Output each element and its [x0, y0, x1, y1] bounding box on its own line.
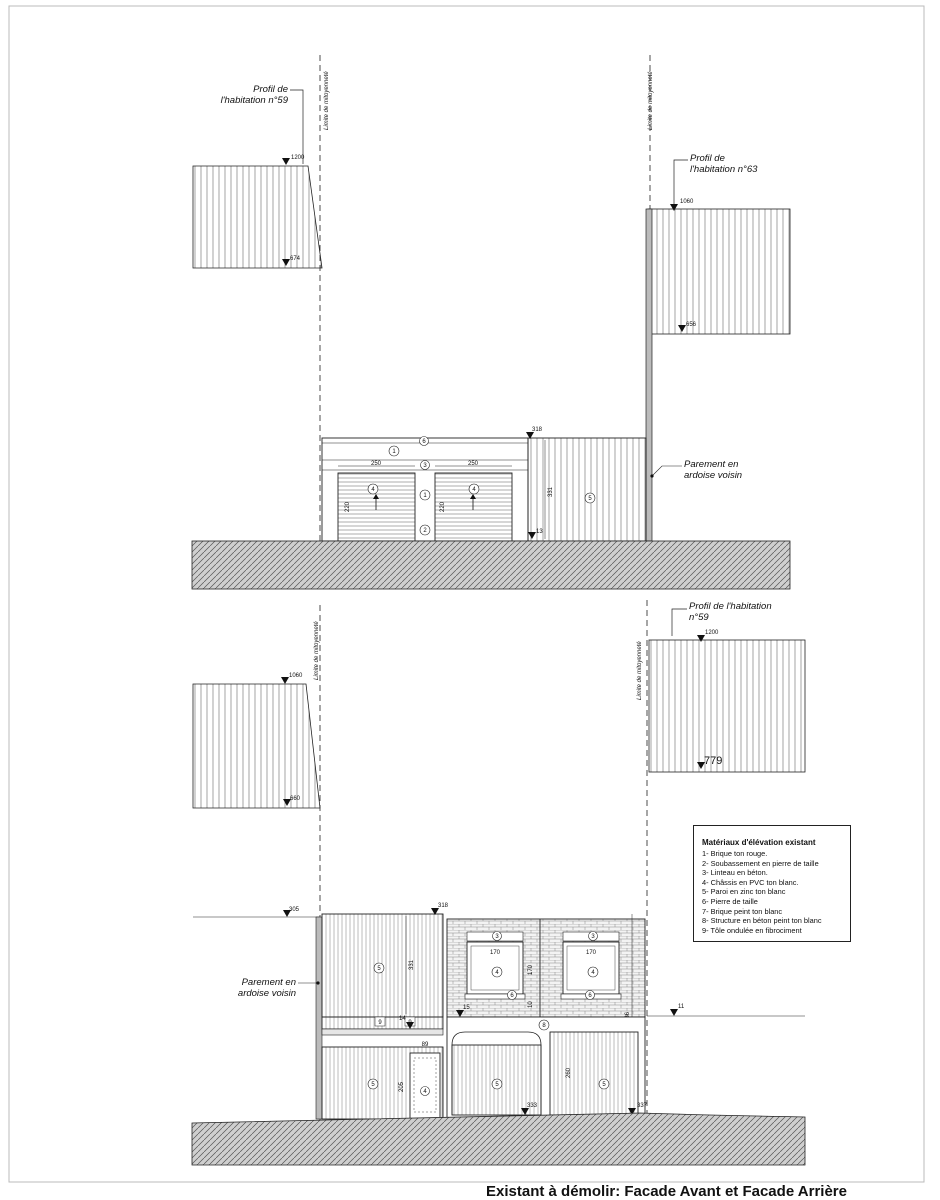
level-mid-2: 15 — [463, 1005, 470, 1011]
dim-window-h: 170 — [528, 964, 534, 975]
dim-garage-h: 260 — [566, 1067, 572, 1078]
mark-3a: 3 — [495, 934, 499, 940]
dim-small: 10 — [528, 1001, 534, 1008]
mark-1a: 1 — [392, 449, 396, 455]
level-left-wall: 305 — [289, 907, 300, 913]
legend-item: 6- Pierre de taille — [702, 896, 758, 906]
cladding-leader-dot-2 — [316, 981, 319, 984]
neighbour-profile-left — [193, 166, 322, 268]
mark-9a: 9 — [378, 1020, 382, 1026]
dim-wall-height-2: 331 — [409, 959, 415, 970]
level-marker-left-top — [282, 158, 290, 165]
dim-door-height-1: 220 — [345, 501, 351, 512]
cladding-leader-dot — [650, 474, 653, 477]
mark-4b: 4 — [472, 487, 476, 493]
profile-right-label-2: l'habitation n°63 — [690, 164, 758, 175]
level-left-top: 1200 — [291, 155, 305, 161]
party-wall-label-left-2: Limite de mitoyenneté — [314, 621, 320, 680]
legend-item: 5- Paroi en zinc ton blanc — [702, 887, 786, 897]
level-right-bottom-2: 779 — [704, 755, 723, 767]
neighbour-profile-left-2 — [193, 684, 320, 808]
mark-8: 8 — [542, 1023, 546, 1029]
zinc-side-wall — [528, 438, 646, 541]
ground-hatch-bottom — [192, 1113, 805, 1165]
level-left-bottom: 674 — [290, 256, 301, 262]
neighbour-profile-right — [648, 209, 790, 334]
slate-cladding-right — [646, 209, 652, 541]
cladding-label-1: Parement en — [684, 459, 739, 470]
mark-4b-2: 4 — [591, 970, 595, 976]
dim-door-height: 205 — [399, 1081, 405, 1092]
mark-3b: 3 — [591, 934, 595, 940]
mark-4a: 4 — [371, 487, 375, 493]
mark-5c: 5 — [495, 1082, 499, 1088]
mark-6b: 6 — [588, 993, 592, 999]
legend-item: 4- Châssis en PVC ton blanc. — [702, 877, 799, 887]
garage-door-4 — [550, 1032, 638, 1115]
legend-item: 8- Structure en béton peint ton blanc — [702, 916, 822, 926]
level-ground: 13 — [536, 529, 543, 535]
mark-5d: 5 — [602, 1082, 606, 1088]
dim-door-height-2: 220 — [440, 501, 446, 512]
level-right-top-2: 1200 — [705, 630, 719, 636]
canopy-beam — [322, 1029, 443, 1035]
dim-window-2: 170 — [585, 950, 597, 956]
legend-item: 7- Brique peint ton blanc — [702, 906, 783, 916]
mark-5: 5 — [588, 496, 592, 502]
dim-door-width-2: 250 — [467, 461, 479, 467]
top-elevation — [192, 55, 790, 589]
ground-hatch-top — [192, 541, 790, 589]
mark-3: 3 — [423, 463, 427, 469]
level-marker-left-top-2 — [281, 677, 289, 684]
materials-legend — [693, 825, 851, 942]
level-right-mid: 11 — [678, 1004, 685, 1010]
level-roof-2: 318 — [438, 903, 449, 909]
neighbour-profile-right-2 — [649, 640, 805, 772]
legend-item: 1- Brique ton rouge. — [702, 849, 768, 858]
level-marker-right-mid — [670, 1009, 678, 1016]
party-wall-label-right-2: Limite de mitoyenneté — [637, 641, 643, 700]
garage-door-2 — [435, 473, 512, 541]
profile-right-label-2b: n°59 — [689, 612, 709, 623]
mark-1b: 1 — [423, 493, 427, 499]
profile-left-label-2: l'habitation n°59 — [220, 95, 288, 106]
level-left-bottom-2: 660 — [290, 796, 301, 802]
profile-right-label-2a: Profil de l'habitation — [689, 601, 772, 612]
level-mid-1: 14 — [399, 1016, 406, 1022]
cladding-label-2: ardoise voisin — [684, 470, 743, 481]
profile-left-label-1: Profil de — [253, 84, 288, 95]
legend-title: Matériaux d'élévation existant — [702, 838, 816, 847]
profile-left-leader — [290, 90, 303, 164]
mark-2: 2 — [423, 528, 427, 534]
profile-right-leader-2 — [672, 609, 687, 636]
level-right-top: 1060 — [680, 199, 694, 205]
entrance-door — [410, 1053, 440, 1119]
level-roof: 318 — [532, 427, 543, 433]
level-left-top-2: 1060 — [289, 673, 303, 679]
dim-door-width: 89 — [421, 1042, 429, 1048]
sheet-caption: Existant à démolir: Facade Avant et Facade Arrière — [486, 1183, 847, 1200]
mark-4a-2: 4 — [495, 970, 499, 976]
cladding-label-2b: ardoise voisin — [237, 988, 296, 999]
dim-door-width-1: 250 — [370, 461, 382, 467]
party-wall-label-right: Limite de mitoyenneté — [648, 71, 654, 130]
level-ground-2: 337 — [637, 1103, 648, 1109]
level-ground-1: 333 — [527, 1103, 538, 1109]
dim-wall-height: 331 — [548, 486, 554, 497]
mark-6a: 6 — [510, 993, 514, 999]
profile-right-label-1: Profil de — [690, 153, 725, 164]
cladding-label-2a: Parement en — [241, 977, 296, 988]
slate-cladding-left — [316, 917, 322, 1119]
cladding-leader — [652, 466, 682, 476]
dim-window-1: 170 — [489, 950, 501, 956]
mark-4c: 4 — [423, 1089, 427, 1095]
legend-item: 2- Soubassement en pierre de taille — [702, 858, 819, 868]
mark-5a: 5 — [377, 966, 381, 972]
party-wall-label-left: Limite de mitoyenneté — [324, 71, 330, 130]
legend-item: 9- Tôle ondulée en fibrociment — [702, 925, 802, 935]
mark-6: 6 — [422, 439, 426, 445]
legend-item: 3- Linteau en béton. — [702, 868, 768, 878]
level-right-bottom: 656 — [686, 322, 697, 328]
mark-5b: 5 — [371, 1082, 375, 1088]
